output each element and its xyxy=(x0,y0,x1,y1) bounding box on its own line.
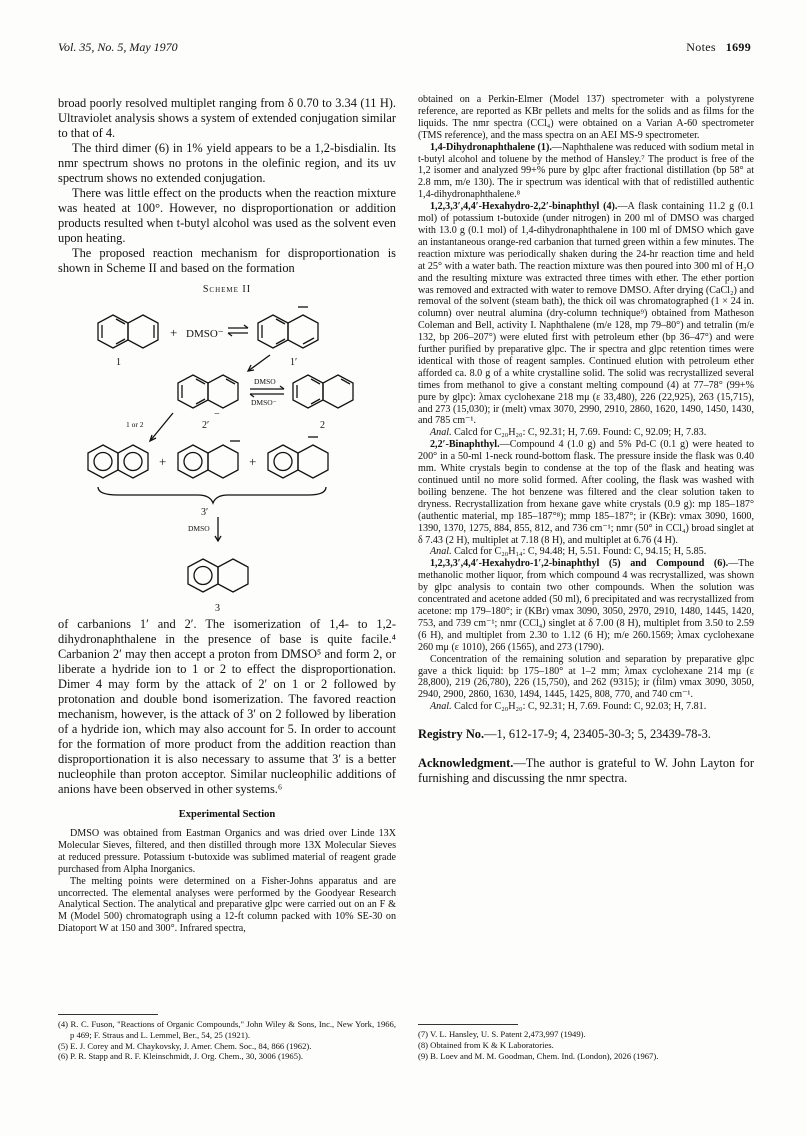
analysis-body: Calcd for C₂₀H₂₀: C, 92.31; H, 7.69. Found: C, 92.03; H, 7.81. xyxy=(451,701,707,713)
paragraph xyxy=(418,558,754,653)
paragraph: The melting points were determined on a Fisher-Johns apparatus and are uncorrected. The elemental analyses were performed by the Goodyear Research Analytical Section. The analytical and preparative glpc were carried out on an F & M (Model 500) chromatograph using a 12-ft column packed with 10% SE-30 on Diatoport W at 150 and 300°. Infrared spectra, xyxy=(58,875,396,935)
label-3: 3 xyxy=(215,603,220,614)
page-number: 1699 xyxy=(725,40,751,54)
analysis-label: Anal. xyxy=(430,701,452,713)
structure-2-prime xyxy=(178,375,238,408)
header-right xyxy=(686,40,751,55)
paragraph: The third dimer (6) in 1% yield appears to be a 1,2-bisdialin. Its nmr spectrum shows no protons in the olefinic region, and its uv spectrum shows no extended conjugation. xyxy=(58,141,396,185)
structure-naphthalene xyxy=(88,445,148,478)
footnote: (8) Obtained from K & K Laboratories. xyxy=(418,1039,554,1050)
structure-1-prime xyxy=(258,307,318,348)
plus-sign-3: + xyxy=(249,454,257,469)
label-2: 2 xyxy=(320,420,325,431)
paragraph-body: —A flask containing 11.2 g (0.1 mol) of potassium t-butoxide (under nitrogen) in 200 ml of DMSO was charged with 13.0 g (0.1 mol) of 1,4-dihydronaphthalene in 100 ml of DMSO which gave an instantaneous orange-red carbanion that turned green within a few minutes. The reaction mixture was periodically shaken during the 24-hr reaction time and held at 25° with a water bath. The reaction mixture was then poured into 300 ml of H₂O and the resulting mixture was extracted three times with ether. The ether portion was removed and extracted with water to remove DMSO. After drying (CaCl₂) and removal of the solvent (steam bath), the thick oil was chromatographed (1 × 24 in. column) over neutral alumina (dry-column technique⁹) obtained from Matheson Coleman and Bell, activity I. Naphthalene (m/e 128, mp 79–80°) and tetralin (m/e 132, bp 206–207°) were eluted first with petroleum ether (bp 36–47°) and were further purified by preparative glpc. The ir spectra and glpc retention times were identical with those of reagent samples. Continued elution with petroleum ether afforded ca. 8.0 g of a white crystalline solid. The solid was recrystallized several times from methanol to give a constant melting compound (4) at 77–78° (99+% pure by glpc): λmax cyclohexane 218 mμ (ε 33,480), 226 (22,925), 263 (15,715), and 273 (15,030); ir (melt) νmax 3070, 2990, 2910, 2860, 1620, 1490, 1450, 1430, and 785 cm⁻¹. xyxy=(418,201,754,427)
analysis-label: Anal. xyxy=(430,427,452,439)
paragraph: The proposed reaction mechanism for disproportionation is shown in Scheme II and based on the formation xyxy=(58,246,396,275)
footnote-rule xyxy=(58,1014,158,1015)
analysis-body: Calcd for C₂₀H₁₄: C, 94.48; H, 5.51. Found: C, 94.15; H, 5.85. xyxy=(451,546,707,558)
footnote: (7) V. L. Hansley, U. S. Patent 2,473,997 (1949). xyxy=(418,1029,586,1039)
analysis xyxy=(418,427,754,439)
dmso-label: DMSO xyxy=(254,377,276,386)
subsection-title: 1,4-Dihydronaphthalene (1). xyxy=(430,141,552,153)
plus-sign: + xyxy=(170,325,178,340)
equilibrium-arrow-2 xyxy=(250,386,284,397)
subsection-title: 1,2,3,3′,4,4′-Hexahydro-1′,2-binaphthyl (5) and Compound (6). xyxy=(430,558,729,570)
one-or-two-label: 1 or 2 xyxy=(126,420,144,429)
paragraph: There was little effect on the products when the reaction mixture was heated at 100°. However, no disproportionation or addition products resulted when t-butyl alcohol was used as the solvent even upon heating. xyxy=(58,186,396,245)
section-name: Notes xyxy=(686,40,716,54)
analysis xyxy=(418,701,754,713)
label-2-prime: 2′ xyxy=(202,420,210,431)
structure-3-prime-b xyxy=(268,437,328,478)
right-column xyxy=(418,94,754,786)
dmso-anion: DMSO⁻ xyxy=(186,328,224,340)
grouping-brace xyxy=(98,487,326,503)
structure-1 xyxy=(98,315,158,348)
arrow-to-row-3 xyxy=(150,413,173,441)
structure-2 xyxy=(293,375,353,408)
dmso-anion-label: DMSO⁻ xyxy=(251,398,277,407)
paragraph-body: —Naphthalene was reduced with sodium metal in t-butyl alcohol and toluene by the method of Hansley.⁷ The product is free of the 1,2 isomer and analyzed 99+% pure by glpc after fractional distillation (bp 58° at 2.8 mm, m/e 130). The ir spectrum was identical with that of redistilled authentic 1,4-dihydronaphthalene.⁸ xyxy=(418,141,755,201)
structure-3 xyxy=(188,559,248,592)
paragraph xyxy=(418,201,754,427)
dmso-label-2: DMSO xyxy=(188,524,210,533)
label-1-prime: 1′ xyxy=(290,357,298,368)
label-3-prime: 3′ xyxy=(201,507,209,518)
subsection-title: 1,2,3,3′,4,4′-Hexahydro-2,2′-binaphthyl (4). xyxy=(430,201,618,213)
plus-sign-2: + xyxy=(159,454,167,469)
experimental-section-title: Experimental Section xyxy=(178,809,276,820)
left-column xyxy=(58,96,396,935)
footnote: (5) E. J. Corey and M. Chaykovsky, J. Amer. Chem. Soc., 84, 866 (1962). xyxy=(58,1040,312,1051)
analysis-body: Calcd for C₂₀H₂₀: C, 92.31; H, 7.69. Found: C, 92.09; H, 7.83. xyxy=(451,427,707,439)
footnote: (9) B. Loev and M. M. Goodman, Chem. Ind. (London), 2026 (1967). xyxy=(418,1050,659,1061)
paragraph: DMSO was obtained from Eastman Organics and was dried over Linde 13X Molecular Sieves, filtered, and then distilled through more 13X Molecular Sieves at reduced pressure. Potassium t-butoxide was sublimed material of reagent grade purchased from Alpha Inorganics. xyxy=(58,828,396,875)
journal-citation: Vol. 35, No. 5, May 1970 xyxy=(58,40,178,54)
registry-label: Registry No. xyxy=(418,727,485,742)
footnotes-right xyxy=(418,1024,754,1061)
registry-numbers xyxy=(418,727,754,742)
paragraph: Concentration of the remaining solution and separation by preparative glpc gave a thick liquid: bp 175–180° at 1–2 mm; λmax cyclohexane 214 mμ (ε 28,800), 219 (26,780), 226 (15,750), and 262 (9315); ir (film) νmax 3090, 3050, 2940, 2900, 2860, 1630, 1494, 1445, 1425, 808, 770, and 740 cm⁻¹. xyxy=(418,653,754,701)
footnote: (6) P. R. Stapp and R. F. Kleinschmidt, J. Org. Chem., 30, 3006 (1965). xyxy=(58,1051,304,1062)
analysis-label: Anal. xyxy=(430,546,452,558)
carbanion-charge: − xyxy=(214,409,220,420)
reaction-scheme-product xyxy=(58,555,396,617)
page-header xyxy=(58,40,751,56)
paragraph: broad poorly resolved multiplet ranging from δ 0.70 to 3.34 (11 H). Ultraviolet analysis shows a system of extended conjugation similar to that of 4. xyxy=(58,96,396,140)
paragraph: obtained on a Perkin-Elmer (Model 137) spectrometer with a polystyrene reference, are reported as KBr pellets and melts for the solids and as films for the liquids. The nmr spectra (CCl₄) were obtained on a Varian A-60 spectrometer (TMS reference), and the mass spectra on an AEI MS-9 spectrometer. xyxy=(418,94,754,141)
arrow-to-3 xyxy=(215,517,221,541)
footnote-rule xyxy=(418,1024,518,1025)
footnote: (4) R. C. Fuson, "Reactions of Organic Compounds," John Wiley & Sons, Inc., New York, 1966, p 469; F. Straus and L. Lemmel, Ber., 54, 25 (1921). xyxy=(58,1019,396,1040)
subsection-title: 2,2′-Binaphthyl. xyxy=(430,439,500,451)
scheme-title: Scheme II xyxy=(202,284,252,295)
paragraph-body: —The methanolic mother liquor, from which compound 4 was recrystallized, was shown by glpc analysis to contain two other compounds. When the solution was concentrated and acetone added (50 ml), 6 precipitated and was recrystallized from acetone: mp 179–180°; ir (KBr) νmax 3090, 3050, 2970, 2910, 1480, 1445, 1420, 753, and 739 cm⁻¹; nmr (CCl₄) singlet at δ 7.00 (8 H), multiplet from 3.50 to 2.59 (6 H), and multiplet from 2.30 to 1.12 (6 H); m/e 260.1569; λmax cyclohexane 260 mμ (ε 1010), 266 (1565), and 273 (1790). xyxy=(418,558,754,653)
footnotes-left xyxy=(58,1014,396,1062)
reaction-scheme xyxy=(58,295,396,555)
equilibrium-arrow xyxy=(228,325,248,336)
paragraph xyxy=(418,439,754,546)
paragraph-body: —Compound 4 (1.0 g) and 5% Pd-C (0.1 g) were heated to 200° in a 50-ml 1-neck round-bottom flask. The pressure inside the flask was 0.40 mm. White crystals begin to condense at the top of the flask and heating was continued until no more solid formed. After cooling, the flask was washed with boiling benzene. The hot benzene was filtered and the clear solution taken to dryness. Recrystallization from hexane gave white crystals (0.9 g): mp 185–187° (authentic material, mp 185–187°⁸); mmp 185–187°; ir (KBr): νmax 3090, 1600, 1390, 1370, 1275, 884, 855, 812, and 736 cm⁻¹; nmr (50° in CCl₄) broad singlet at δ 7.43 (2 H), multiplet at 7.18 (8 H), and multiplet at 6.76 (4 H). xyxy=(418,439,754,546)
arrow-to-2-prime xyxy=(248,355,270,371)
acknowledgment xyxy=(418,756,754,786)
structure-3-prime xyxy=(178,441,240,478)
registry-body: —1, 612-17-9; 4, 23405-30-3; 5, 23439-78-3. xyxy=(484,727,711,742)
acknowledgment-label: Acknowledgment. xyxy=(418,756,514,771)
analysis xyxy=(418,546,754,558)
paragraph: of carbanions 1′ and 2′. The isomerization of 1,4- to 1,2-dihydronaphthalene in the presence of base is quite facile.⁴ Carbanion 2′ may then accept a proton from DMSO⁵ and form 2, or liberate a hydride ion to 1 or 2 to effect the disproportionation. Dimer 4 may form by the attack of 2′ on 1 or 2 followed by protonation and double bond isomerization. The favored reaction mechanism, however, is the attack of 3′ on 2 followed by liberation of a hydride ion, which may also account for 5. In order to account for the formation of more product from the addition reaction than disproportionation it is also necessary to assume that 3′ is a better nucleophile than proton acceptor. Similar nucleophilic additions of anions have been observed in other systems.⁶ xyxy=(58,617,396,796)
label-1: 1 xyxy=(116,357,121,368)
acknowledgment-body: —The author is grateful to W. John Layton for furnishing and discussing the nmr spectra. xyxy=(418,756,754,786)
paragraph xyxy=(418,142,754,202)
